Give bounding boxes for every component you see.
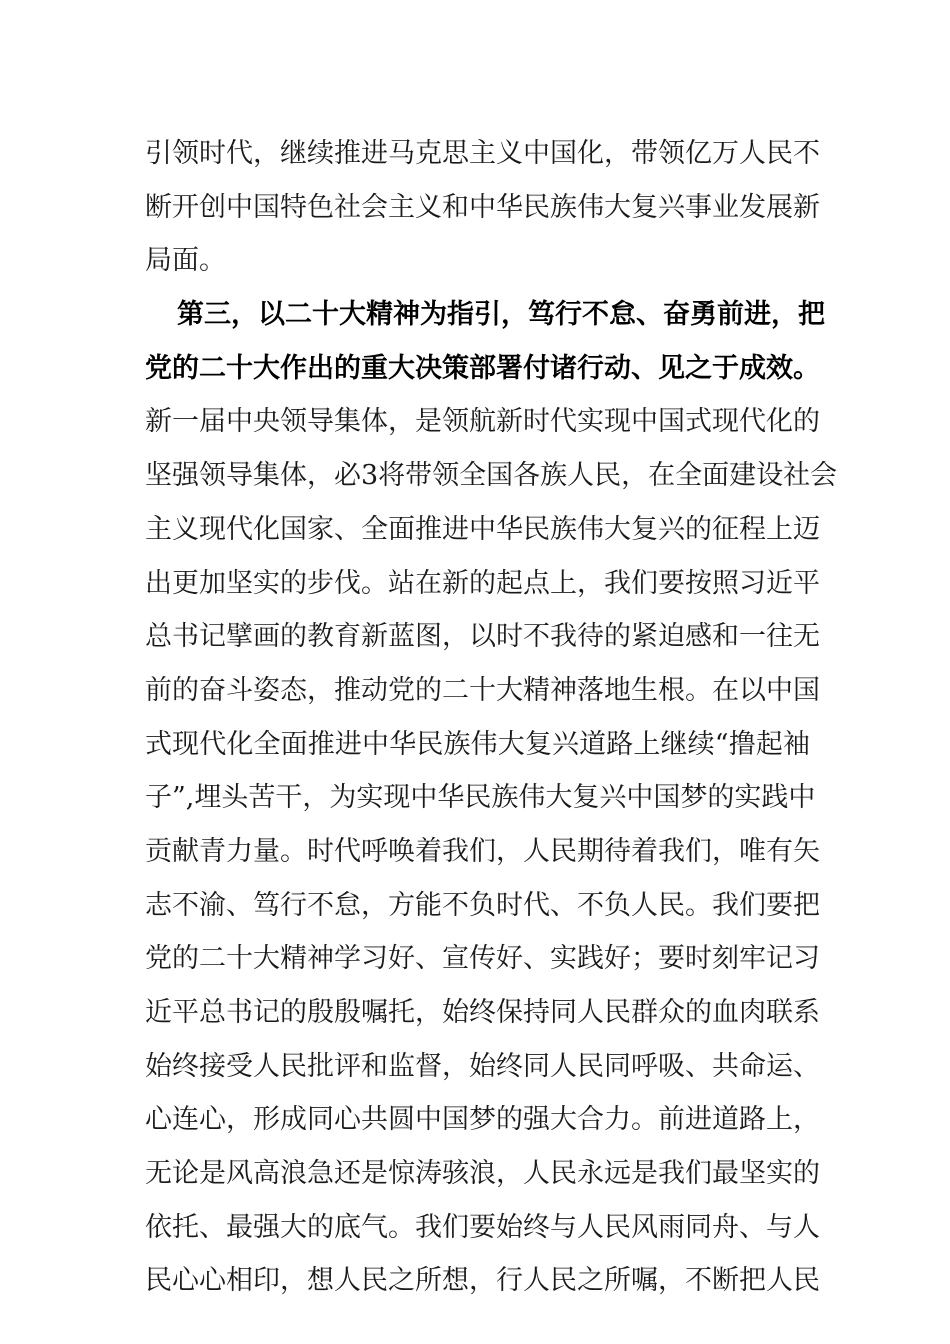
paragraph-line: 近平总书记的殷殷嘱托，始终保持同人民群众的血肉联系 [145,997,820,1028]
paragraph-line: 无论是风高浪急还是惊涛骇浪，人民永远是我们最坚实的 [145,1158,820,1190]
paragraph-line: 式现代化全面推进中华民族伟大复兴道路上继续“撸起袖 [145,728,810,760]
paragraph-line: 主义现代化国家、全面推进中华民族伟大复兴的征程上迈 [145,513,820,545]
paragraph-line: 前的奋斗姿态，推动党的二十大精神落地生根。在以中国 [145,674,820,706]
paragraph-line: 局面。 [145,245,226,277]
paragraph-line: 民心心相印，想人民之所想，行人民之所嘱，不断把人民 [145,1265,820,1297]
paragraph-line: 总书记擘画的教育新蓝图，以时不我待的紧迫感和一往无 [145,621,820,653]
paragraph-line: 志不渝、笃行不怠，方能不负时代、不负人民。我们要把 [145,889,820,921]
paragraph-line: 依托、最强大的底气。我们要始终与人民风雨同舟、与人 [145,1211,820,1243]
paragraph-line: 断开创中国特色社会主义和中华民族伟大复兴事业发展新 [145,191,820,223]
paragraph-line: 始终接受人民批评和监督，始终同人民同呼吸、共命运、 [145,1050,820,1082]
paragraph-line: 坚强领导集体，必3将带领全国各族人民，在全面建设社会 [145,460,838,492]
section-heading-line: 第三，以二十大精神为指引，笃行不怠、奋勇前进，把 [177,299,825,331]
section-heading-line: 党的二十大作出的重大决策部署付诸行动、见之于成效。 [145,352,820,384]
paragraph-line: 新一届中央领导集体，是领航新时代实现中国式现代化的 [145,406,820,438]
document-body [145,127,838,1308]
paragraph-line: 心连心，形成同心共圆中国梦的强大合力。前进道路上， [145,1104,820,1136]
paragraph-line: 党的二十大精神学习好、宣传好、实践好；要时刻牢记习 [145,943,820,975]
paragraph-line: 引领时代，继续推进马克思主义中国化，带领亿万人民不 [145,138,820,169]
paragraph-line: 子”,埋头苦干，为实现中华民族伟大复兴中国梦的实践中 [145,782,816,814]
paragraph-line: 贡献青力量。时代呼唤着我们，人民期待着我们，唯有矢 [145,835,820,867]
paragraph-line: 出更加坚实的步伐。站在新的起点上，我们要按照习近平 [145,567,820,599]
